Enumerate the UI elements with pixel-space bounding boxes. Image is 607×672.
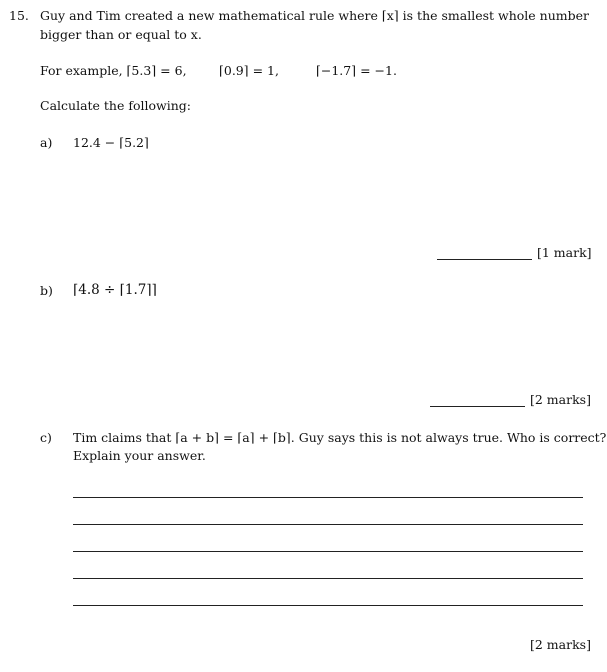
part-c-label: c) [40, 430, 52, 445]
part-b-expression: ⌈4.8 ÷ ⌈1.7⌉⌉ [73, 282, 157, 298]
part-c-answer-line[interactable] [73, 605, 583, 606]
part-a-answer-line[interactable] [437, 259, 532, 260]
intro-line-2: bigger than or equal to x. [40, 27, 202, 42]
part-a-label: a) [40, 135, 53, 150]
example-2: ⌈0.9⌉ = 1, [219, 63, 279, 78]
part-c-line-2: Explain your answer. [73, 448, 206, 463]
part-a-expression: 12.4 − ⌈5.2⌉ [73, 135, 149, 150]
part-c-answer-line[interactable] [73, 497, 583, 498]
part-c-answer-line[interactable] [73, 578, 583, 579]
part-b-marks: [2 marks] [530, 392, 591, 407]
part-a-marks: [1 mark] [537, 245, 592, 260]
intro-line-1: Guy and Tim created a new mathematical rule where ⌈x⌉ is the smallest whole number [40, 8, 589, 23]
question-number: 15. [9, 8, 29, 23]
example-3: ⌈−1.7⌉ = −1. [316, 63, 397, 78]
part-b-label: b) [40, 283, 53, 298]
part-c-answer-line[interactable] [73, 524, 583, 525]
instruction: Calculate the following: [40, 98, 191, 113]
part-b-answer-line[interactable] [430, 406, 525, 407]
example-1: For example, ⌈5.3⌉ = 6, [40, 63, 187, 78]
part-c-line-1: Tim claims that ⌈a + b⌉ = ⌈a⌉ + ⌈b⌉. Guy says this is not always true. Who is correct? [73, 430, 607, 445]
part-c-marks: [2 marks] [530, 637, 591, 652]
part-c-answer-line[interactable] [73, 551, 583, 552]
